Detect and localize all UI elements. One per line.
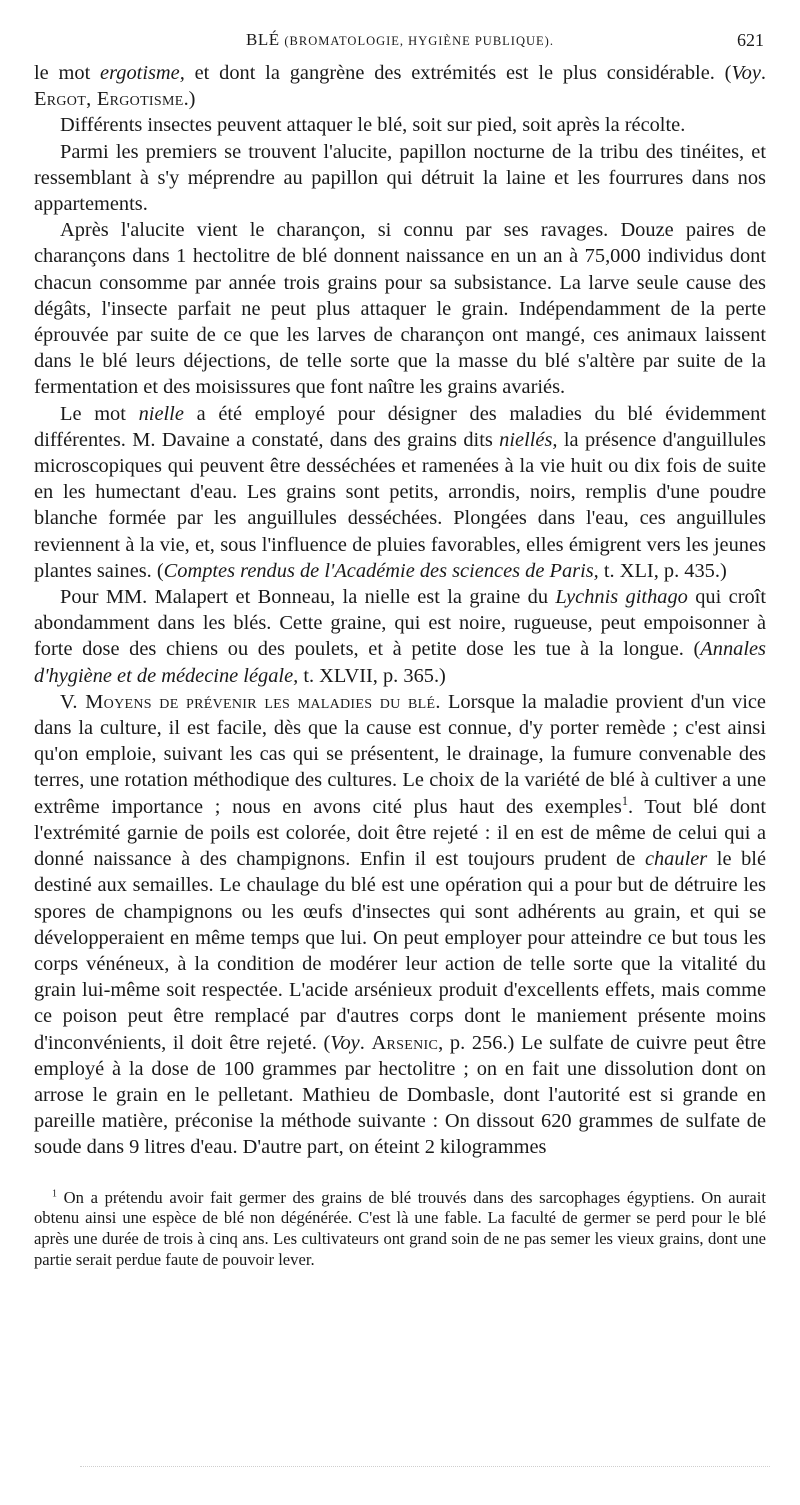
italic-voy: Voy <box>330 1031 360 1054</box>
text-run: Après l'alucite vient le charançon, si connu par ses ravages. Douze paires de charançons dans 1 hectolitre de blé donnent naissance en un an à 75,000 individus dont chacun consomme par année trois grains pour sa subsistance. La larve seule cause des dégâts, l'insecte parfait ne peut plus attaquer le grain. Indépendamment de la perte éprouvée par suite de ce que les larves de charançon ont mangé, ces animaux laissent dans le blé leurs déjections, de telle sorte que la masse du blé s'altère par suite de la fermentation et des moisissures que font naître les grains avariés. <box>34 219 766 399</box>
header-title-sub: (BROMATOLOGIE, HYGIÈNE PUBLIQUE). <box>284 34 554 48</box>
paragraph-charancon <box>34 217 766 400</box>
paragraph-alucite <box>34 139 766 218</box>
body-text <box>34 60 766 1161</box>
paragraph-ergotisme <box>34 60 766 112</box>
header-title <box>246 30 554 49</box>
paragraph-nielle <box>34 401 766 584</box>
bottom-rule <box>80 1466 770 1468</box>
citation-title: Comptes rendus de l'Académie des sciences de Paris, <box>163 559 599 582</box>
text-run: Lorsque la maladie provient d'un vice dans la culture, il est facile, dès que la cause est connue, d'y porter remède ; c'est ainsi qu'on emploie, suivant les cas qui se présentent, le drainage, la fumure convenable des terres, une rotation méthodique des cultures. Le choix de la variété de blé à cultiver a une extrême importance ; nous en avons cité plus haut des exemples <box>34 690 766 818</box>
text-run: . <box>359 1031 372 1054</box>
text-run: , p. 256.) Le sulfate de cuivre peut être employé à la dose de 100 grammes par hectolitre ; on en fait une dissolution dont on arrose le grain en le pelletant. Mathieu de Dombasle, dont l'autorité est si grande en pareille matière, préconise la méthode suivante : On dissout 620 grammes de sulfate de soude dans 9 litres d'eau. D'autre part, on éteint 2 kilogrammes <box>34 1031 766 1159</box>
italic-term: nielle <box>138 402 184 425</box>
text-run: . Tout blé dont l'extrémité garnie de poils est colorée, doit être rejeté : il en est de même de celui qui a donné naissance à des champignons. Enfin il est toujours prudent de <box>34 795 766 871</box>
text-run: Parmi les premiers se trouvent l'alucite, papillon nocturne de la tribu des tinéites, et ressemblant à s'y méprendre au papillon qui détruit la laine et les fourrures dans nos appartements. <box>34 140 766 216</box>
cross-reference: Ergot, Ergotisme <box>34 88 184 111</box>
text-run: t. XLI, p. 435.) <box>598 559 727 582</box>
running-header <box>34 30 766 60</box>
cross-reference: Arsenic <box>371 1031 439 1054</box>
paragraph-moyens <box>34 689 766 1161</box>
text-run: .) <box>183 88 196 111</box>
text-run: la présence d'anguillules microscopiques qui peuvent être desséchées et ramenées à la vie huit ou dix fois de suite en les humectant d'eau. Les grains sont petits, arrondis, noirs, remplis d'une poudre blanche formée par les anguillules desséchées. Plongées dans l'eau, ces anguillules reviennent à la vie, et, sous l'influence de pluies favorables, elles émigrent vers les jeunes plantes saines. ( <box>34 428 766 582</box>
text-run: Le mot <box>60 402 139 425</box>
text-run: t. XLVII, p. 365.) <box>298 664 446 687</box>
footnote-text: On a prétendu avoir fait germer des grains de blé trouvés dans des sarcophages égyptiens. On aurait obtenu ainsi une espèce de blé non dégénérée. C'est là une fable. La faculté de germer se perd pour le blé après une durée de trois à cinq ans. Les cultivateurs ont grand soin de ne pas semer les vieux grains, dont une partie serait perdue faute de pouvoir lever. <box>34 1187 766 1269</box>
page-number: 621 <box>737 30 764 50</box>
paragraph-insectes <box>34 112 766 138</box>
citation-title: Annales d'hygiène et de médecine légale, <box>34 638 766 687</box>
footnote-ref: 1 <box>621 793 628 808</box>
text-run: et dont la gangrène des extrémités est le plus considérable. ( <box>184 62 732 84</box>
italic-term: niellés, <box>499 428 558 451</box>
text-run: qui croît abondamment dans les blés. Cette graine, qui est noire, rugueuse, peut empoisonner à forte dose des chiens ou des poulets, et à petite dose les tue à la longue. ( <box>34 586 767 661</box>
section-heading: V. Moyens de prévenir les maladies du blé. <box>60 690 441 713</box>
footnotes <box>34 1188 766 1271</box>
text-run: Différents insectes peuvent attaquer le blé, soit sur pied, soit après la récolte. <box>60 114 686 137</box>
italic-term: chauler <box>644 848 708 871</box>
text-run: le mot <box>34 62 101 84</box>
italic-term: ergotisme, <box>100 62 185 84</box>
footnote <box>34 1188 766 1271</box>
paragraph-lychnis <box>34 584 766 689</box>
italic-species: Lychnis githago <box>555 586 688 609</box>
text-run: Pour MM. Malapert et Bonneau, la nielle est la graine du <box>60 586 556 609</box>
text-run: le blé destiné aux semailles. Le chaulage du blé est une opération qui a pour but de détruire les spores de champignons ou les œufs d'insectes qui sont adhérents au grain, et qui se développeraient en même temps que lui. On peut employer pour atteindre ce but tous les corps vénéneux, à la condition de modérer leur action de telle sorte que la vitalité du grain lui-même soit respectée. L'acide arsénieux produit d'excellents effets, mais comme ce poison peut être remplacé par d'autres corps dont le maniement présente moins d'inconvénients, il doit être rejeté. ( <box>34 848 766 1054</box>
text-run: a été employé pour désigner des maladies du blé évidemment différentes. M. Davaine a constaté, dans des grains dits <box>34 402 766 451</box>
text-run: . <box>760 62 766 84</box>
italic-voy: Voy <box>731 62 761 84</box>
header-title-main: BLÉ <box>246 30 280 49</box>
footnote-marker: 1 <box>52 1188 57 1199</box>
document-page <box>34 30 766 1271</box>
